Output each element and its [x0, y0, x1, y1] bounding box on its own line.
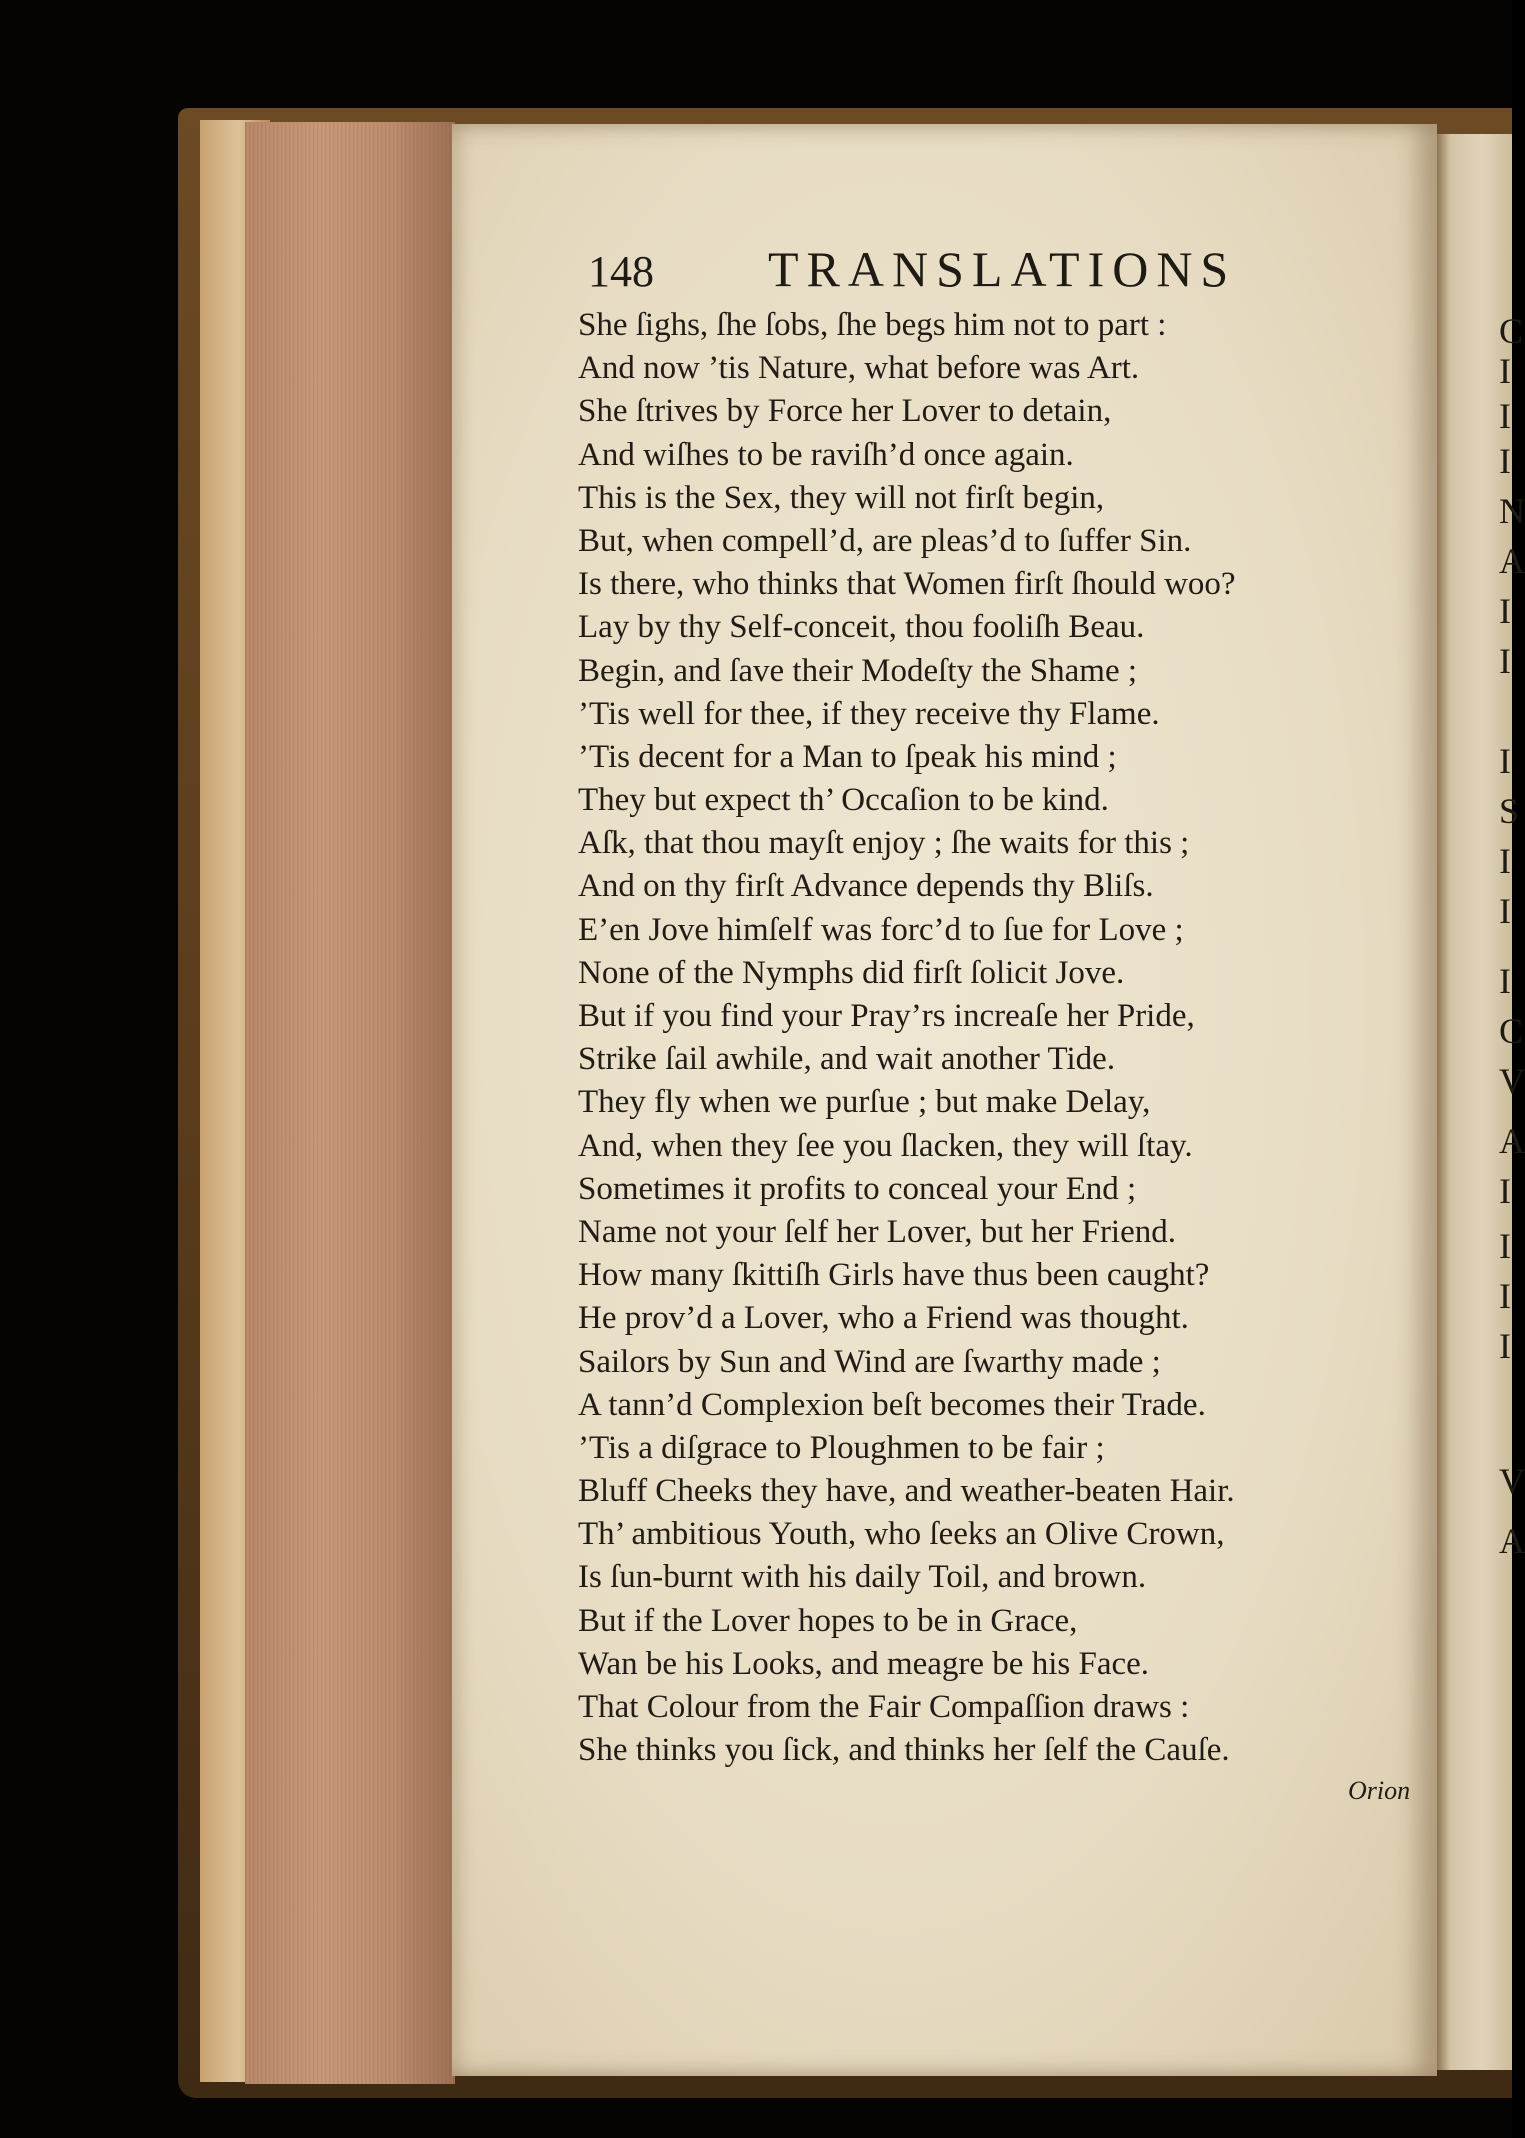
verse-line: This is the Sex, they will not firſt begin, [578, 479, 1105, 516]
running-head: TRANSLATIONS [768, 241, 1237, 297]
verse-line: A tann’d Complexion beſt becomes their Trade. [578, 1386, 1206, 1423]
verse-line: None of the Nymphs did firſt ſolicit Jove. [578, 954, 1125, 991]
page-number: 148 [588, 247, 654, 296]
adjacent-page-letter: A [1499, 1521, 1525, 1561]
verse-line: Name not your ſelf her Lover, but her Friend. [578, 1213, 1176, 1250]
verse-line: And now ’tis Nature, what before was Art. [578, 350, 1140, 387]
verse-line: Is ſun-burnt with his daily Toil, and brown. [578, 1559, 1147, 1596]
verse-line: ’Tis a diſgrace to Ploughmen to be fair ; [578, 1429, 1105, 1466]
verse-line: But if you find your Pray’rs increaſe her Pride, [578, 998, 1195, 1034]
adjacent-page-letter: I [1499, 641, 1511, 681]
verse-line: But if the Lover hopes to be in Grace, [578, 1602, 1078, 1639]
verse-line: She ſighs, ſhe ſobs, ſhe begs him not to part : [578, 307, 1167, 343]
adjacent-page-letter: I [1499, 841, 1511, 881]
verse-line: ’Tis well for thee, if they receive thy Flame. [578, 695, 1160, 732]
adjacent-page-letter: I [1499, 441, 1511, 481]
adjacent-page-letter: V [1499, 1461, 1525, 1501]
adjacent-page-letter: A [1499, 541, 1525, 581]
adjacent-page-letter: I [1499, 1276, 1511, 1316]
adjacent-page-letter: I [1499, 1326, 1511, 1366]
verse-line: Th’ ambitious Youth, who ſeeks an Olive Crown, [578, 1516, 1225, 1553]
verse-line: Begin, and ſave their Modeſty the Shame ; [578, 652, 1138, 689]
verse-line: And, when they ſee you ſlacken, they will ſtay. [578, 1127, 1193, 1164]
adjacent-page-letter: C [1499, 311, 1524, 351]
verse-line: How many ſkittiſh Girls have thus been caught? [578, 1257, 1210, 1294]
adjacent-page-letter: I [1499, 961, 1511, 1001]
verse-line: ’Tis decent for a Man to ſpeak his mind ; [578, 738, 1117, 775]
adjacent-page-letter: I [1499, 891, 1511, 931]
verse-line: And wiſhes to be raviſh’d once again. [578, 436, 1074, 473]
verse-line: They but expect th’ Occaſion to be kind. [578, 782, 1109, 819]
verse-line: Lay by thy Self-conceit, thou fooliſh Beau. [578, 609, 1145, 646]
verse-line: She thinks you ſick, and thinks her ſelf the Cauſe. [578, 1732, 1230, 1769]
verse-line: Wan be his Looks, and meagre be his Face. [578, 1645, 1150, 1682]
adjacent-page-letter: I [1499, 741, 1511, 781]
adjacent-page-letter: I [1499, 1171, 1511, 1211]
page-fore-edge [245, 122, 455, 2084]
adjacent-page-letter: I [1499, 351, 1511, 391]
verse-line: They fly when we purſue ; but make Delay, [578, 1084, 1151, 1121]
adjacent-page-letter: I [1499, 591, 1511, 631]
verse-line: That Colour from the Fair Compaſſion draws : [578, 1689, 1190, 1725]
adjacent-page-letter: C [1499, 1011, 1524, 1051]
verse-line: E’en Jove himſelf was forc’d to ſue for Love ; [578, 911, 1184, 948]
verse-line: And on thy firſt Advance depends thy Bliſs. [578, 868, 1154, 905]
adjacent-page-letter: S [1499, 791, 1520, 831]
verse-line: Sailors by Sun and Wind are ſwarthy made ; [578, 1343, 1161, 1380]
verse-line: But, when compell’d, are pleas’d to ſuffer Sin. [578, 522, 1192, 559]
verse-line: He prov’d a Lover, who a Friend was thought. [578, 1300, 1189, 1337]
verse-text [578, 304, 1398, 1772]
adjacent-page-letter: I [1499, 396, 1511, 436]
verse-line: Is there, who thinks that Women firſt ſhould woo? [578, 566, 1236, 603]
verse-line: Strike ſail awhile, and wait another Tide. [578, 1041, 1116, 1078]
adjacent-page-letter: N [1499, 491, 1525, 531]
adjacent-page-letter: V [1499, 1061, 1525, 1101]
verse-line: Bluff Cheeks they have, and weather-beaten Hair. [578, 1473, 1235, 1510]
verse-line: She ſtrives by Force her Lover to detain, [578, 393, 1112, 430]
verse-line: Aſk, that thou mayſt enjoy ; ſhe waits for this ; [578, 825, 1190, 862]
adjacent-page-letter: A [1499, 1121, 1525, 1161]
catchword: Orion [1348, 1776, 1411, 1805]
adjacent-page-letter: I [1499, 1226, 1511, 1266]
verse-line: Sometimes it profits to conceal your End ; [578, 1170, 1137, 1207]
